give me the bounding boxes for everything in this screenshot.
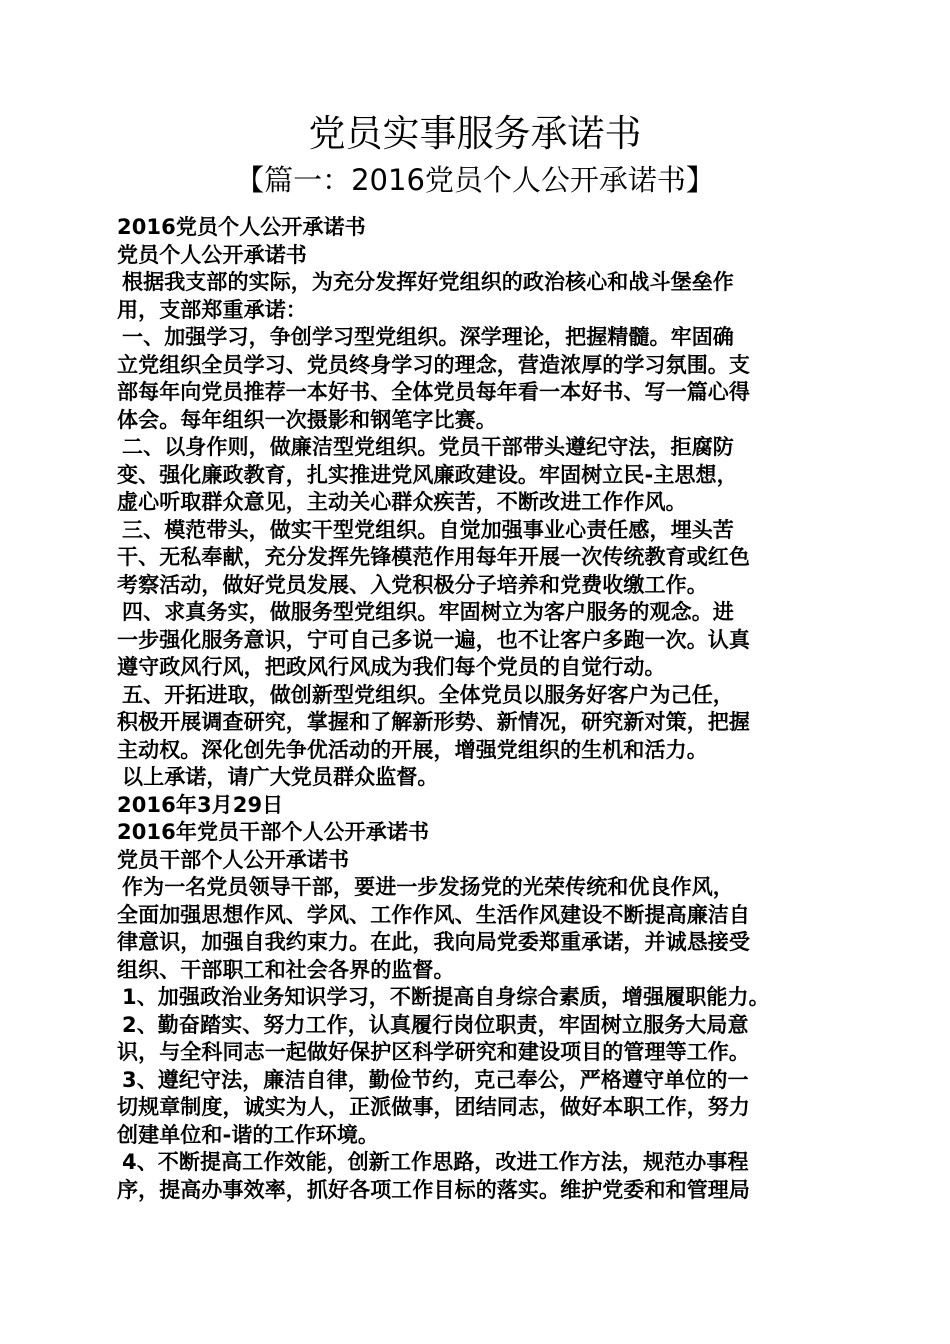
paragraph-line: 根据我支部的实际，为充分发挥好党组织的政治核心和战斗堡垒作 <box>122 270 734 294</box>
paragraph-line: 创建单位和-谐的工作环境。 <box>117 1122 380 1147</box>
document-body <box>117 214 837 1204</box>
document-subtitle: 【篇一：2016党员个人公开承诺书】 <box>235 163 715 197</box>
heading-line: 2016年党员干部个人公开承诺书 <box>117 820 430 844</box>
paragraph-line: 遵守政风行风，把政风行风成为我们每个党员的自觉行动。 <box>117 655 666 679</box>
paragraph-line: 主动权。深化创先争优活动的开展，增强党组织的生机和活力。 <box>117 737 708 762</box>
paragraph-line: 干、无私奉献，充分发挥先锋模范作用每年开展一次传统教育或红色 <box>117 545 750 569</box>
document-title: 党员实事服务承诺书 <box>308 112 642 155</box>
paragraph-line: 虚心听取群众意见，主动关心群众疾苦，不断改进工作作风。 <box>117 490 687 514</box>
paragraph-line: 四、求真务实，做服务型党组织。牢固树立为客户服务的观念。进 <box>122 600 734 624</box>
paragraph-line: 体会。每年组织一次摄影和钢笔字比赛。 <box>117 407 497 432</box>
paragraph-line: 切规章制度，诚实为人，正派做事，团结同志，做好本职工作，努力 <box>117 1095 750 1119</box>
paragraph-line: 用，支部郑重承诺： <box>117 297 307 322</box>
paragraph-line: 三、模范带头，做实干型党组织。自觉加强事业心责任感，埋头苦 <box>122 517 734 542</box>
paragraph-line: 部每年向党员推荐一本好书、全体党员每年看一本好书、写一篇心得 <box>117 380 750 404</box>
paragraph-line: 变、强化廉政教育，扎实推进党风廉政建设。牢固树立民-主思想， <box>117 462 738 487</box>
paragraph-line: 以上承诺，请广大党员群众监督。 <box>122 765 439 789</box>
paragraph-line: 作为一名党员领导干部，要进一步发扬党的光荣传统和优良作风， <box>122 875 734 899</box>
paragraph-line: 2、勤奋踏实、努力工作，认真履行岗位职责，牢固树立服务大局意 <box>122 1012 749 1037</box>
heading-line: 党员干部个人公开承诺书 <box>117 847 350 872</box>
heading-line: 2016党员个人公开承诺书 <box>117 215 366 239</box>
paragraph-line: 一步强化服务意识，宁可自己多说一遍，也不让客户多跑一次。认真 <box>117 627 750 652</box>
date-line: 2016年3月29日 <box>117 792 284 817</box>
paragraph-line: 3、遵纪守法，廉洁自律，勤俭节约，克己奉公，严格遵守单位的一 <box>122 1067 749 1092</box>
paragraph-line: 五、开拓进取，做创新型党组织。全体党员以服务好客户为己任， <box>122 682 734 707</box>
paragraph-line: 积极开展调查研究，掌握和了解新形势、新情况，研究新对策，把握 <box>117 710 750 734</box>
paragraph-line: 律意识，加强自我约束力。在此，我向局党委郑重承诺，并诚恳接受 <box>117 930 750 954</box>
paragraph-line: 识，与全科同志一起做好保护区科学研究和建设项目的管理等工作。 <box>117 1040 750 1064</box>
paragraph-line: 序，提高办事效率，抓好各项工作目标的落实。维护党委和和管理局 <box>117 1177 750 1202</box>
paragraph-line: 1、加强政治业务知识学习，不断提高自身综合素质，增强履职能力。 <box>122 985 770 1009</box>
paragraph-line: 考察活动，做好党员发展、入党积极分子培养和党费收缴工作。 <box>117 572 708 597</box>
paragraph-line: 全面加强思想作风、学风、工作作风、生活作风建设不断提高廉洁自 <box>117 902 750 927</box>
paragraph-line: 组织、干部职工和社会各界的监督。 <box>117 957 455 982</box>
paragraph-line: 立党组织全员学习、党员终身学习的理念，营造浓厚的学习氛围。支 <box>117 352 750 377</box>
heading-line: 党员个人公开承诺书 <box>117 242 307 267</box>
paragraph-line: 二、以身作则，做廉洁型党组织。党员干部带头遵纪守法，拒腐防 <box>122 435 734 459</box>
paragraph-line: 一、加强学习，争创学习型党组织。深学理论，把握精髓。牢固确 <box>122 325 734 349</box>
paragraph-line: 4、不断提高工作效能，创新工作思路，改进工作方法，规范办事程 <box>122 1150 749 1174</box>
